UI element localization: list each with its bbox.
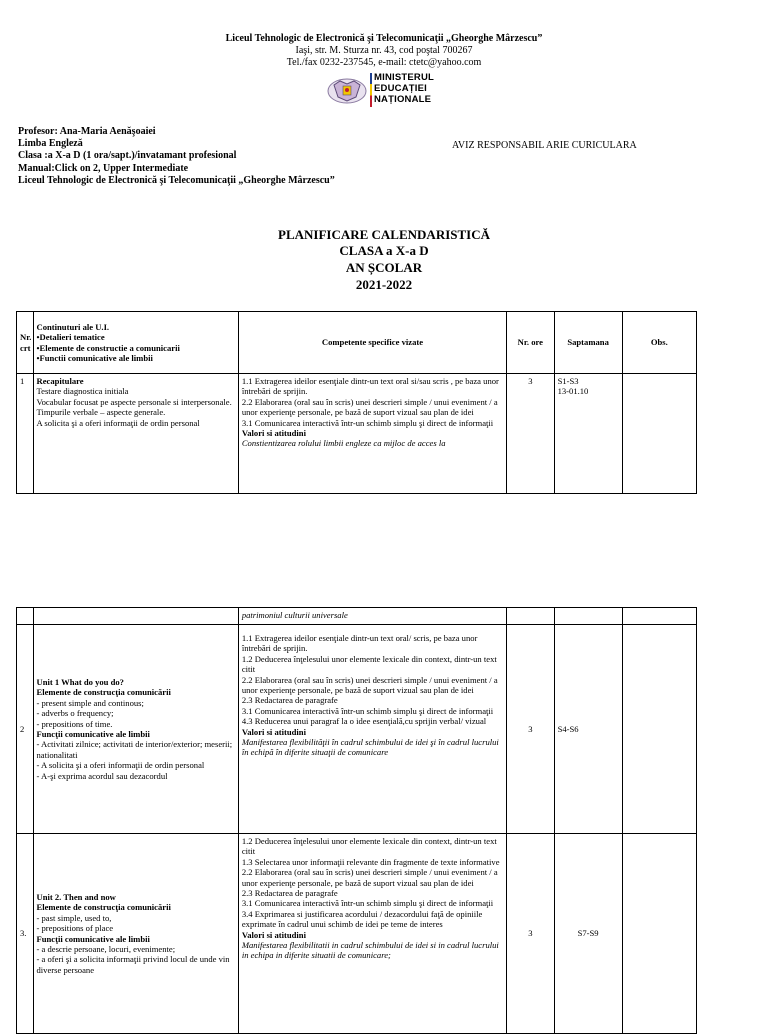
school-name-2: Liceul Tehnologic de Electronică şi Telecomunicaţii „Gheorghe Mârzescu” — [18, 174, 335, 186]
row-content: Unit 1 What do you do? Elemente de construcţia comunicării - present simple and continous; - adverbs o frequency; - prepositions of time. Funcţii comunicative ale limbii - Activitati zilnice; activitati de interior/exterior; meserii; nationalitati - A solicita şi a oferi informaţii de ordin personal - A-şi exprima acordul sau dezacordul — [33, 625, 238, 834]
table-header-row — [17, 312, 697, 374]
row-number: 3. — [17, 834, 34, 1034]
planning-table-part2 — [16, 607, 697, 1034]
header-content: Continuturi ale U.I. •Detalieri tematice •Elemente de constructie a comunicarii •Functii comunicative ale limbii — [33, 312, 238, 374]
row-competente: 1.2 Deducerea înţelesului unor elemente lexicale din context, dintr-un text citit 1.3 Selectarea unor informaţii relevante din fragmente de texte informative 2.2 Elaborarea (oral sau în scris) unei descrieri simple / unui eveniment / a unor experienţe personale, pe bază de suport vizual sau plan de idei 2.3 Redactarea de paragrafe 3.1 Comunicarea interactivă într-un schimb simplu şi direct de informaţii 3.4 Exprimarea si justificarea acordului / dezacordului faţă de opiniile exprimate în cadrul unui schimb de idei pe teme de interes Valori si atitudini Manifestarea flexibilitatii in cadrul schimbului de idei si in cadrul lucrului in echipa in diferite situatii de comunicare; — [238, 834, 506, 1034]
school-address: Iaşi, str. M. Sturza nr. 43, cod poştal 700267 — [295, 45, 473, 56]
row-content: Recapitulare Testare diagnostica initiala Vocabular focusat pe aspecte personale si interpersonale. Timpurile verbale – aspecte generale. A solicita şi a oferi informaţii de ordin personal — [33, 374, 238, 494]
doc-class: CLASA a X-a D — [339, 243, 429, 258]
teacher-name: Profesor: Ana-Maria Aenăşoaiei — [18, 126, 156, 137]
row-obs — [622, 374, 696, 494]
table-row — [17, 374, 697, 494]
row-number: 2 — [17, 625, 34, 834]
table-row-continuation — [17, 608, 697, 625]
row-competente: 1.1 Extragerea ideilor esenţiale dintr-un text oral/ scris, pe baza unor întrebări de sprijin. 1.2 Deducerea înţelesului unor elemente lexicale din context, dintr-un text citit 2.2 Elaborarea (oral sau în scris) unei descrieri simple / unui eveniment / a unor experienţe personale, pe bază de suport vizual sau plan de idei 2.3 Redactarea de paragrafe 3.1 Comunicarea interactivă într-un schimb simplu şi direct de informaţii 4.3 Reducerea unui paragraf la o idee esenţială,cu sprijin verbal/ vizual Valori si atitudini Manifestarea flexibilităţii în cadrul schimbului de idei şi în cadrul lucrului în echipă în diferite situaţii de comunicare — [238, 625, 506, 834]
header-nr-crt: Nr. crt — [17, 312, 34, 374]
header-obs: Obs. — [622, 312, 696, 374]
row-number: 1 — [17, 374, 34, 494]
row-ore: 3 — [507, 374, 554, 494]
ministry-logo — [326, 71, 446, 111]
doc-year-label: AN ȘCOLAR — [345, 260, 423, 275]
ministry-name: MINISTERUL EDUCAȚIEI NAȚIONALE — [374, 72, 435, 105]
coat-of-arms-icon — [326, 75, 368, 105]
row-obs — [622, 625, 696, 834]
row-competente: 1.1 Extragerea ideilor esenţiale dintr-un text oral si/sau scris , pe baza unor întrebări de sprijin. 2.2 Elaborarea (oral sau în scris) unei descrieri simple / unui eveniment / a unor experienţe personale, pe bază de suport vizual sau plan de idei 3.1 Comunicarea interactivă într-un schimb simplu şi direct de informaţii Valori si atitudini Constientizarea rolului limbii engleze ca mijloc de acces la — [238, 374, 506, 494]
row-content: Unit 2. Then and now Elemente de construcţia comunicării - past simple, used to, - prepositions of place Funcţii comunicative ale limbii - a descrie persoane, locuri, evenimente; - a oferi şi a solicita informaţii privind locul de unde vin diverse persoane — [33, 834, 238, 1034]
row-saptamana: S7-S9 — [554, 834, 622, 1034]
class-info: Clasa :a X-a D (1 ora/sapt.)/invatamant profesional — [18, 150, 237, 162]
doc-year: 2021-2022 — [355, 277, 413, 292]
school-contact: Tel./fax 0232-237545, e-mail: ctetc@yahoo.com — [286, 57, 482, 68]
row-obs — [622, 834, 696, 1034]
planning-table-part1 — [16, 311, 697, 494]
subject: Limba Engleză — [18, 138, 83, 150]
row-ore: 3 — [507, 625, 554, 834]
textbook: Manual:Click on 2, Upper Intermediate — [18, 162, 189, 174]
table-row — [17, 834, 697, 1034]
header-competente: Competente specifice vizate — [238, 312, 506, 374]
flag-stripe — [370, 73, 372, 107]
row-saptamana: S4-S6 — [554, 625, 622, 834]
doc-title: PLANIFICARE CALENDARISTICĂ — [278, 227, 490, 242]
header-saptamana: Saptamana — [554, 312, 622, 374]
row-competente-continuation: patrimoniul culturii universale — [238, 608, 506, 625]
school-name: Liceul Tehnologic de Electronică şi Telecomunicaţii „Gheorghe Mârzescu” — [225, 33, 543, 44]
table-row — [17, 625, 697, 834]
aviz-label: AVIZ RESPONSABIL ARIE CURICULARA — [452, 140, 637, 151]
row-saptamana: S1-S3 13-01.10 — [554, 374, 622, 494]
header-nr-ore: Nr. ore — [507, 312, 554, 374]
teacher-info — [18, 126, 335, 187]
row-ore: 3 — [507, 834, 554, 1034]
